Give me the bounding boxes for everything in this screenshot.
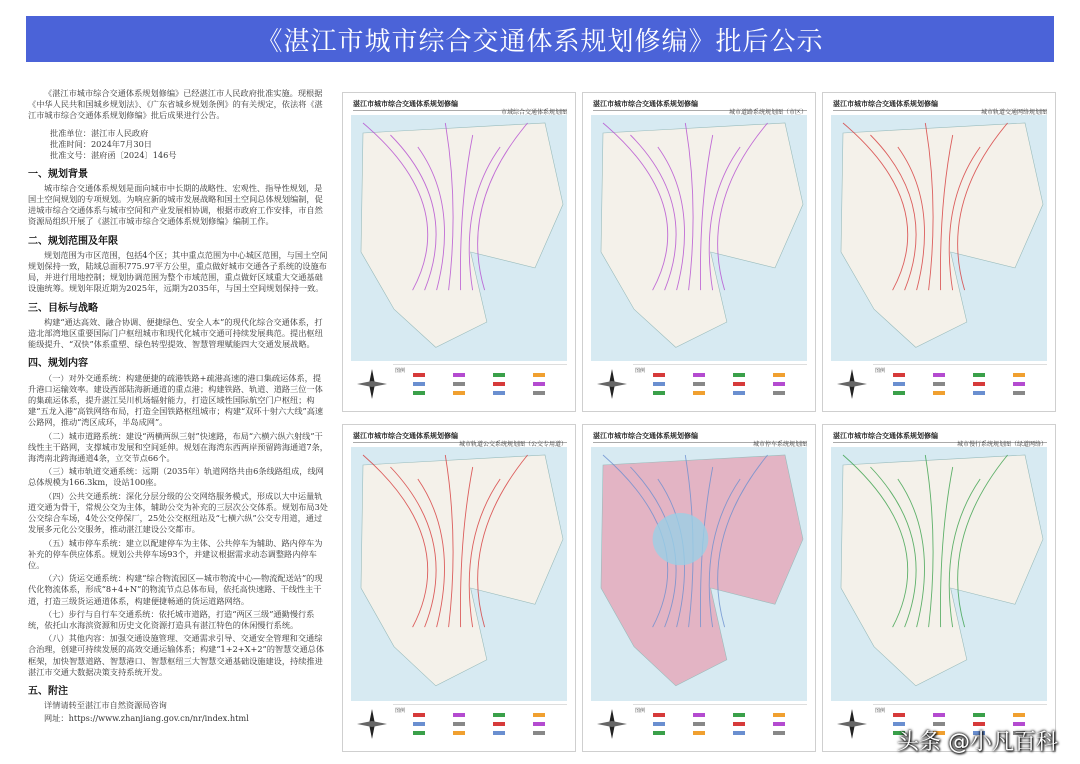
section-paragraph: （一）对外交通系统：构建便捷的疏港铁路+疏港高速的港口集疏运体系，提升港口运输效率。建设西部陆海新通道的重点港；构建铁路、轨道、道路三位一体的集疏运体系，提升湛江吴川机场辐射能力，打造区域性国际航空门户枢纽；构建“五龙入港”高铁网络布局，打造全国铁路枢纽城市；构建“双环十射六大线”高速公路网，推动“湾区成环，半岛成网”。 [28,372,324,428]
legend-label: 图例 [635,708,646,714]
approval-date: 批准时间：2024年7月30日 [50,138,152,149]
section-heading: 二、规划范围及年限 [28,235,118,247]
section-paragraph: 规划范围为市区范围，包括4个区；其中重点范围为中心城区范围，与国土空间规划保持一致，陆域总面积775.97平方公里，重点做好城市交通各子系统的设施布局，并进行用地控制；规划协调范围为整个市域范围，重点做好区域重大交通基础设施统筹。规划年限近期为2025年，远期为2035年，与国土空间规划保持一致。 [28,249,328,294]
map-subtitle: 城市慢行系统规划图（绿道网络） [956,441,1047,448]
page-title: 《湛江市城市综合交通体系规划修编》批后公示 [256,26,824,57]
section-paragraph: （八）其他内容：加强交通设施管理、交通需求引导、交通安全管理和交通综合治理，创建可持续发展的高效交通运输体系；构建“1+2+X+2”的智慧交通总体框架，加快智慧道路、智慧港口、智慧枢纽三大智慧交通基础设施建设，持续推进湛江市交通大数据决策支持系统开发。 [28,633,325,677]
map-title: 湛江市城市综合交通体系规划修编 [593,432,698,440]
legend-label: 图例 [395,708,406,714]
map-subtitle: 城市轨道公交系统规划图（公交专用道） [458,441,567,448]
section-paragraph: （三）城市轨道交通系统：远期（2035年）轨道网络共由6条线路组成，线网总体规模为166.3km，设站100座。 [28,466,324,488]
section-paragraph: 详情请转至湛江市自然资源局咨询 [44,700,167,711]
map-card-region [342,92,576,412]
compass-icon [355,367,389,401]
section-paragraph: （七）步行与自行车交通系统：依托城市道路，打造“两区三级”通勤慢行系统，依托山水海滨资源和历史文化资源打造具有湛江特色的休闲慢行系统。 [28,608,315,630]
legend-swatches [873,365,1045,401]
map-subtitle: 城市轨道交通网络规划图 [980,109,1047,116]
legend-swatches [633,365,805,401]
approval-meta [50,128,328,161]
map-card-bus [342,424,576,752]
section-paragraph: （六）货运交通系统：构建“综合物流园区—城市物流中心—物流配送站”的现代化物流体系，形成“8+4+N”的物流节点总体布局，依托高快速路、干线性主干道，打造三级货运通道体系，构建便捷畅通的货运道路网络。 [28,573,323,606]
map-legend [873,364,1047,401]
map-title: 湛江市城市综合交通体系规划修编 [593,100,698,108]
section-heading: 四、规划内容 [28,358,88,370]
section-heading: 五、附注 [28,685,68,697]
section-heading: 一、规划背景 [28,168,88,180]
map-subtitle: 市域综合交通体系规划图 [500,109,567,116]
map-card-green [822,424,1056,752]
map-legend [393,364,567,401]
legend-swatches [393,365,565,401]
legend-label: 图例 [635,368,646,374]
map-title: 湛江市城市综合交通体系规划修编 [353,100,458,108]
map-image [823,425,1055,751]
map-legend [633,704,807,741]
legend-swatches [633,705,805,741]
section-paragraph: 构建“通达高效、融合协调、便捷绿色、安全人本”的现代化综合交通体系，打造北部湾地区重要国际门户枢纽城市和现代化城市交通可持续发展典范。提出枢纽能级提升、“双快”体系重塑、绿色转型提效、智慧管理赋能四大交通发展战略。 [28,316,323,350]
sections-container [28,169,328,725]
map-card-rail [822,92,1056,412]
legend-label: 图例 [875,708,886,714]
section-paragraph: （二）城市道路系统：建设“两横两纵三射”快速路，布局“六横六纵六射线”干线性主干路网，支撑城市发展和空间延伸。规划在海湾东西两岸预留跨海通道7条，海湾南北跨海通道4条，立交节点66个。 [28,430,328,464]
map-subtitle: 城市道路系统规划图（市区） [728,109,807,116]
approval-doc-number: 批准文号：湛府函〔2024〕146号 [50,149,177,160]
section-paragraph: （五）城市停车系统：建立以配建停车为主体、公共停车为辅助、路内停车为补充的停车供应体系。规划公共停车场93个，并建议根据需求动态调整路内停车位。 [28,537,323,570]
section-paragraph: 城市综合交通体系规划是面向城市中长期的战略性、宏观性、指导性规划，是国土空间规划的专项规划。为响应新的城市发展战略和国土空间总体规划编制，促进城市综合交通体系与城市空间和产业发展相协调，根据市政府工作安排，市自然资源局组织开展了《湛江市城市综合交通体系规划修编》编制工作。 [28,182,323,227]
section-paragraph: 网址：https://www.zhanjiang.gov.cn/nr/index.html [44,713,249,724]
map-subtitle: 城市停车系统规划图 [752,441,807,448]
approval-unit: 批准单位：湛江市人民政府 [50,127,149,138]
page-title-banner [26,16,1054,62]
compass-icon [835,367,869,401]
legend-label: 图例 [395,368,406,374]
watermark: 头条 @小凡百科 [897,730,1058,755]
map-title: 湛江市城市综合交通体系规划修编 [833,100,938,108]
map-title: 湛江市城市综合交通体系规划修编 [353,432,458,440]
announcement-text [28,88,328,748]
compass-icon [355,707,389,741]
legend-label: 图例 [875,368,886,374]
compass-icon [835,707,869,741]
map-legend [393,704,567,741]
compass-icon [595,707,629,741]
section-heading: 三、目标与战略 [28,302,98,314]
intro-paragraph: 《湛江市城市综合交通体系规划修编》已经湛江市人民政府批准实施。现根据《中华人民共和国城乡规划法》、《广东省城乡规划条例》的有关规定，依法将《湛江市城市综合交通体系规划修编》批后成果进行公告。 [28,88,323,121]
map-title: 湛江市城市综合交通体系规划修编 [833,432,938,440]
map-card-roads [582,92,816,412]
map-image [583,425,815,751]
legend-swatches [393,705,565,741]
section-paragraph: （四）公共交通系统：深化分层分级的公交网络服务模式，形成以大中运量轨道交通为骨干，常规公交为主体，辅助公交为补充的三层次公交体系。规划布局3处公交综合车场，4处公交停保厂，25处公交枢纽站及“七横六纵”公交专用道，通过发展多元化公交服务，推动湛江建设公交都市。 [28,490,328,535]
map-card-parking [582,424,816,752]
map-legend [633,364,807,401]
compass-icon [595,367,629,401]
map-image [343,425,575,751]
